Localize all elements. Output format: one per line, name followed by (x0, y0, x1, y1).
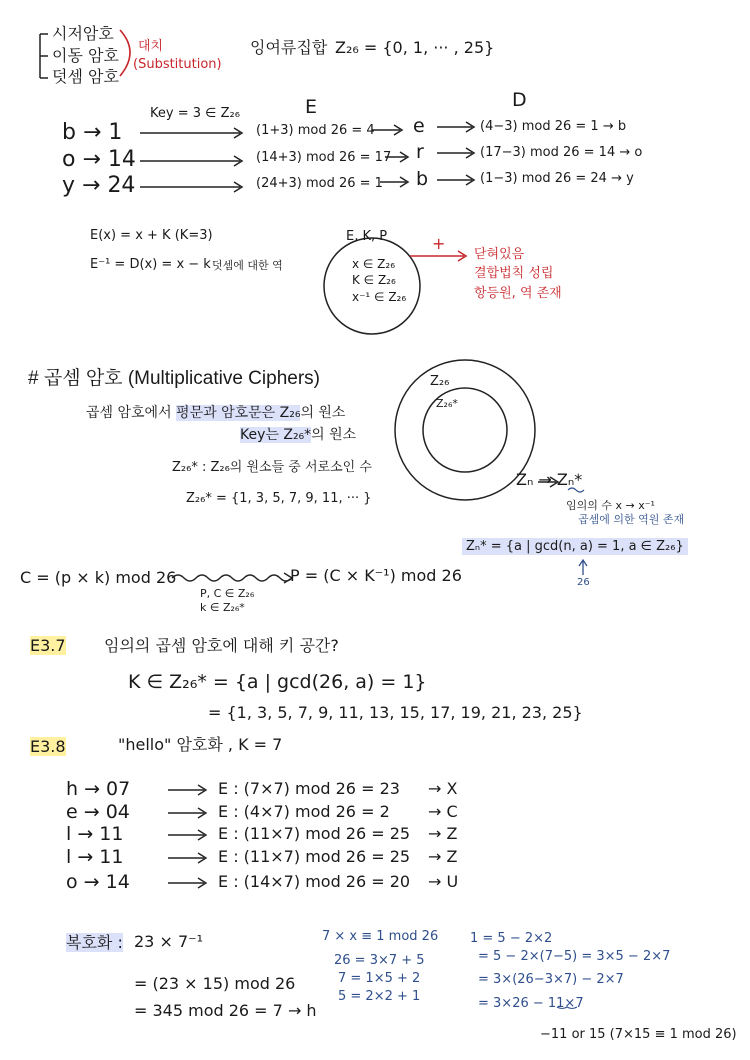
row1-dec: (4−3) mod 26 = 1 → b (480, 119, 627, 134)
circle1-label: E, K, P (346, 229, 388, 244)
prop-identity-inverse: 항등원, 역 존재 (474, 286, 562, 301)
euclid-line3: 7 = 1×5 + 2 (338, 971, 421, 986)
row2-dec: (17−3) mod 26 = 14 → o (480, 145, 643, 160)
row1-enc: (1+3) mod 26 = 4 (256, 123, 375, 138)
residue-set: Z₂₆ = {0, 1, ··· , 25} (335, 38, 495, 57)
euclid-line1: 7 × x ≡ 1 mod 26 (322, 929, 439, 944)
euclid-line4: 5 = 2×2 + 1 (338, 989, 421, 1004)
e37-tag (30, 638, 66, 654)
circle1-plus: + (432, 234, 446, 253)
note-substitution-en: (Substitution) (133, 57, 222, 72)
e38-tag-text: E3.8 (30, 737, 66, 756)
e38-row3-arrow: → Z (428, 824, 458, 843)
cond-plaintext-ciphertext: P, C ∈ Z₂₆ (200, 587, 255, 600)
decrypt-label (66, 935, 123, 951)
prop-associative: 결합법칙 성립 (474, 266, 554, 281)
row3-enc: (24+3) mod 26 = 1 (256, 176, 383, 191)
e38-row2-out: C (446, 802, 458, 821)
circle1-item-3: x⁻¹ ∈ Z₂₆ (352, 290, 407, 304)
circle1-item-2: K ∈ Z₂₆ (352, 273, 396, 287)
e38-row5-arrow: → U (428, 872, 459, 891)
e38-row1-out: X (446, 779, 458, 798)
z26star-definition: Z₂₆* : Z₂₆의 원소들 중 서로소인 수 (172, 460, 372, 475)
e37-line1: K ∈ Z₂₆* = {a | gcd(26, a) = 1} (128, 671, 427, 693)
back-sub-line4: = 3×26 − 11×7 (478, 996, 584, 1011)
e38-row1-calc: E : (7×7) mod 26 = 23 (218, 779, 400, 798)
e37-line2: = {1, 3, 5, 7, 9, 11, 13, 15, 17, 19, 21, 23, 25} (208, 703, 583, 722)
e38-title: "hello" 암호화 , K = 7 (118, 735, 283, 754)
dec-note: 덧셈에 대한 역 (212, 259, 283, 272)
key-label (150, 107, 240, 120)
e37-title: 임의의 곱셈 암호에 대해 키 공간? (104, 636, 339, 655)
mult-line2-post: 의 원소 (311, 427, 357, 443)
e38-row5-out: U (446, 872, 459, 891)
e38-row2-char: e → 04 (66, 801, 130, 823)
inverse-result: −11 or 15 (7×15 ≡ 1 mod 26) (540, 1027, 737, 1042)
back-sub-line2: = 5 − 2×(7−5) = 3×5 − 2×7 (478, 949, 671, 964)
row3-cipher: b (416, 168, 429, 190)
row2-enc: (14+3) mod 26 = 17 (256, 150, 392, 165)
mult-line1 (86, 406, 345, 420)
mult-line2 (240, 428, 356, 442)
e38-row5-calc: E : (14×7) mod 26 = 20 (218, 872, 411, 891)
zn-set: Zₙ* = {a | gcd(n, a) = 1, a ∈ Z₂₆} (462, 538, 688, 555)
decrypt-step2: = 345 mod 26 = 7 → h (134, 1001, 317, 1020)
circle2-inner-label: Z₂₆* (436, 397, 458, 410)
circle1-item-1: x ∈ Z₂₆ (352, 257, 396, 271)
row1-cipher: e (413, 115, 425, 137)
e37-tag-text: E3.7 (30, 636, 66, 655)
e38-row3-char: l → 11 (66, 823, 124, 845)
section-heading: # 곱셈 암호 (Multiplicative Ciphers) (28, 368, 320, 389)
zn-map: Zₙ → Zₙ* (516, 470, 583, 489)
e38-row4-char: l → 11 (66, 846, 124, 868)
decrypt-equation: P = (C × K⁻¹) mod 26 (290, 566, 462, 585)
row2-cipher: r (416, 141, 424, 163)
e38-row1-arrow: → X (428, 779, 458, 798)
d-header: D (512, 89, 527, 111)
mult-line2-highlight: Key는 Z₂₆* (240, 427, 312, 443)
enc-formula: E(x) = x + K (K=3) (90, 228, 213, 243)
mult-line1-post: 의 원소 (300, 405, 346, 421)
z26star-set: Z₂₆* = {1, 3, 5, 7, 9, 11, ··· } (186, 491, 372, 506)
back-sub-line1: 1 = 5 − 2×2 (470, 931, 553, 946)
e38-row3-out: Z (446, 824, 458, 843)
e38-row1-char: h → 07 (66, 778, 131, 800)
cond-key: k ∈ Z₂₆* (200, 601, 245, 614)
key-label-text: Key = 3 ∈ Z₂₆ (150, 106, 240, 121)
zn-arrow-note: 26 (577, 577, 590, 588)
list-item-caesar: 시저암호 (52, 24, 114, 43)
e38-tag (30, 739, 66, 755)
e38-row4-out: Z (446, 847, 458, 866)
e38-row3-calc: E : (11×7) mod 26 = 25 (218, 824, 411, 843)
e38-row4-arrow: → Z (428, 847, 458, 866)
mult-line1-highlight: 평문과 암호문은 Z₂₆ (176, 405, 301, 421)
e-header: E (305, 96, 318, 118)
note-substitution-ko: 대치 (138, 39, 164, 54)
e38-row4-calc: E : (11×7) mod 26 = 25 (218, 847, 411, 866)
decrypt-step1: = (23 × 15) mod 26 (134, 974, 296, 993)
back-sub-line3: = 3×(26−3×7) − 2×7 (478, 972, 624, 987)
row3-char: y → 24 (62, 173, 136, 198)
residue-label: 잉여류집합 (250, 38, 328, 57)
prop-closed: 닫혀있음 (474, 247, 525, 262)
e38-row5-char: o → 14 (66, 871, 130, 893)
mult-line1-pre: 곱셈 암호에서 (86, 405, 177, 421)
row2-char: o → 14 (62, 147, 136, 172)
row1-char: b → 1 (62, 120, 123, 145)
decrypt-label-text: 복호화 : (66, 933, 123, 952)
circle2-outer-label: Z₂₆ (430, 374, 450, 389)
e38-row2-calc: E : (4×7) mod 26 = 2 (218, 802, 390, 821)
list-item-additive: 덧셈 암호 (52, 67, 119, 86)
row3-dec: (1−3) mod 26 = 24 → y (480, 171, 634, 186)
encrypt-equation: C = (p × k) mod 26 (20, 568, 177, 587)
dec-formula: E⁻¹ = D(x) = x − k (90, 257, 211, 272)
list-item-shift: 이동 암호 (52, 46, 119, 65)
decrypt-expr: 23 × 7⁻¹ (134, 932, 203, 951)
zn-line1: 임의의 수 x → x⁻¹ (566, 499, 655, 512)
euclid-line2: 26 = 3×7 + 5 (334, 953, 425, 968)
zn-line2: 곱셈에 의한 역원 존재 (578, 513, 685, 526)
e38-row2-arrow: → C (428, 802, 458, 821)
